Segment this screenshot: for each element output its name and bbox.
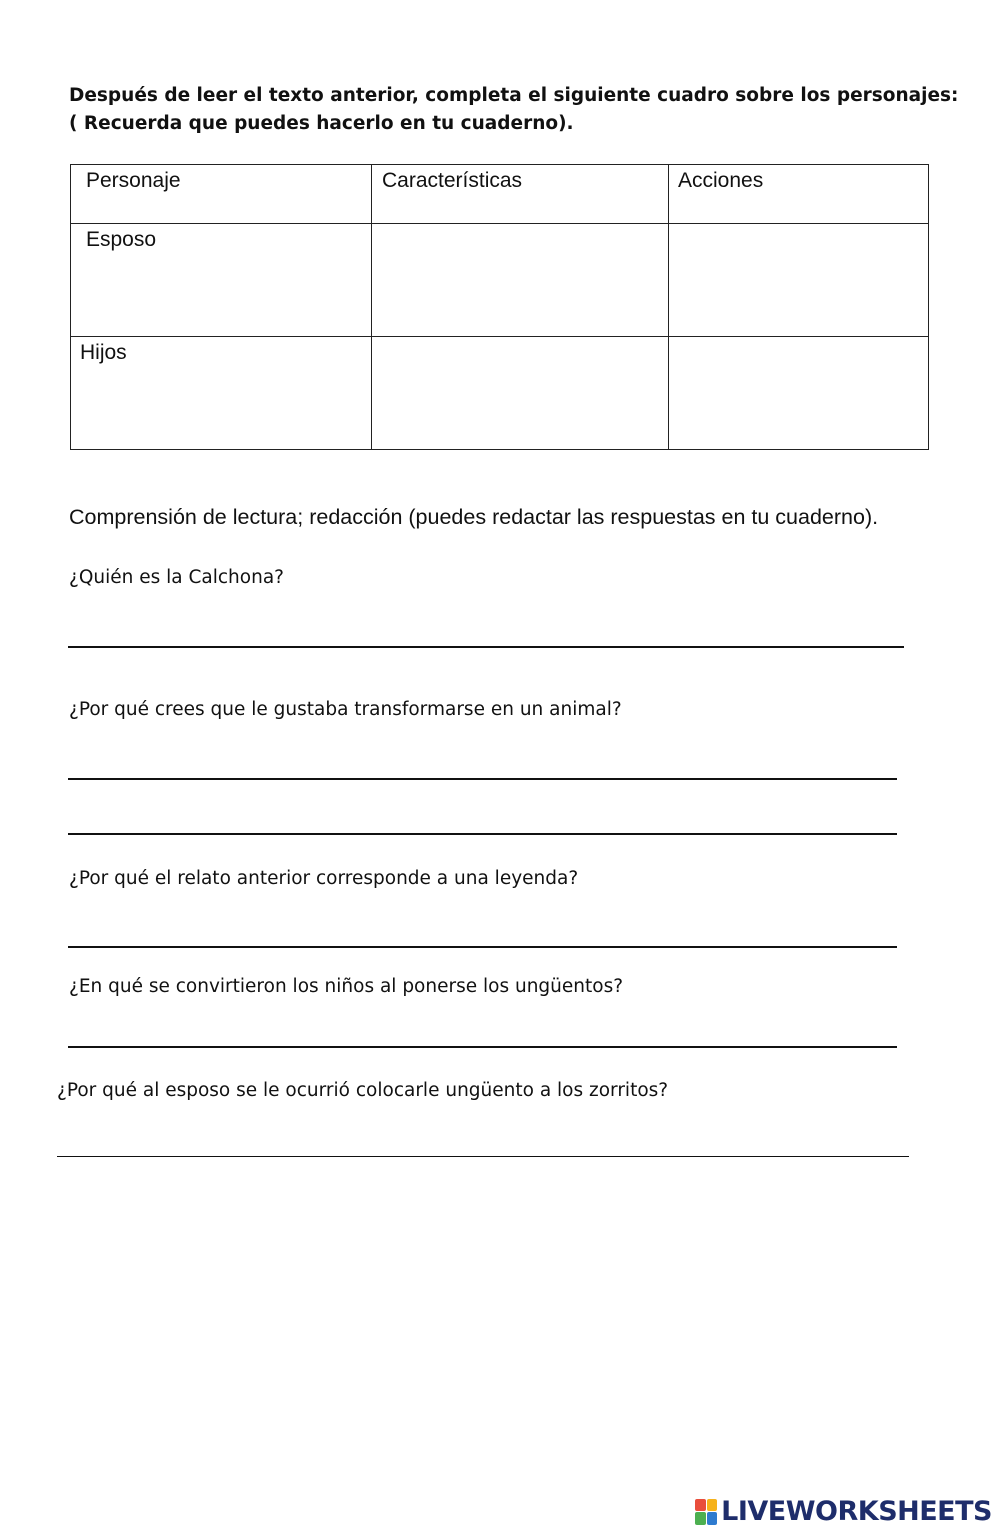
liveworksheets-logo — [695, 1496, 992, 1527]
cell-acciones-hijos[interactable] — [669, 337, 929, 450]
liveworksheets-mark-icon — [695, 1499, 717, 1525]
cell-personaje-esposo: Esposo — [71, 224, 372, 337]
question-5: ¿Por qué al esposo se le ocurrió colocarle ungüento a los zorritos? — [57, 1080, 669, 1101]
characters-table — [70, 164, 929, 450]
cell-personaje-hijos: Hijos — [71, 337, 372, 450]
header-caracteristicas: Características — [372, 165, 669, 224]
instructions — [69, 82, 959, 138]
question-4: ¿En qué se convirtieron los niños al ponerse los ungüentos? — [69, 976, 624, 997]
header-acciones: Acciones — [669, 165, 929, 224]
table-row — [71, 224, 929, 337]
section-title: Comprensión de lectura; redacción (puedes redactar las respuestas en tu cuaderno). — [69, 505, 879, 529]
answer-line-1[interactable] — [68, 646, 904, 648]
answer-line-2b[interactable] — [68, 833, 897, 835]
question-2: ¿Por qué crees que le gustaba transformarse en un animal? — [69, 699, 622, 720]
question-3: ¿Por qué el relato anterior corresponde a una leyenda? — [69, 868, 579, 889]
cell-caracteristicas-hijos[interactable] — [372, 337, 669, 450]
answer-line-2a[interactable] — [68, 778, 897, 780]
question-1: ¿Quién es la Calchona? — [69, 567, 284, 588]
answer-line-3[interactable] — [68, 946, 897, 948]
header-personaje: Personaje — [71, 165, 372, 224]
cell-caracteristicas-esposo[interactable] — [372, 224, 669, 337]
table-row — [71, 337, 929, 450]
instructions-line-2: ( Recuerda que puedes hacerlo en tu cuaderno). — [69, 113, 574, 134]
cell-acciones-esposo[interactable] — [669, 224, 929, 337]
instructions-line-1: Después de leer el texto anterior, completa el siguiente cuadro sobre los personajes: — [69, 85, 959, 106]
answer-line-4[interactable] — [68, 1046, 897, 1048]
brand-text: LIVEWORKSHEETS — [721, 1496, 992, 1527]
table-header-row — [71, 165, 929, 224]
answer-line-5[interactable] — [57, 1156, 909, 1157]
